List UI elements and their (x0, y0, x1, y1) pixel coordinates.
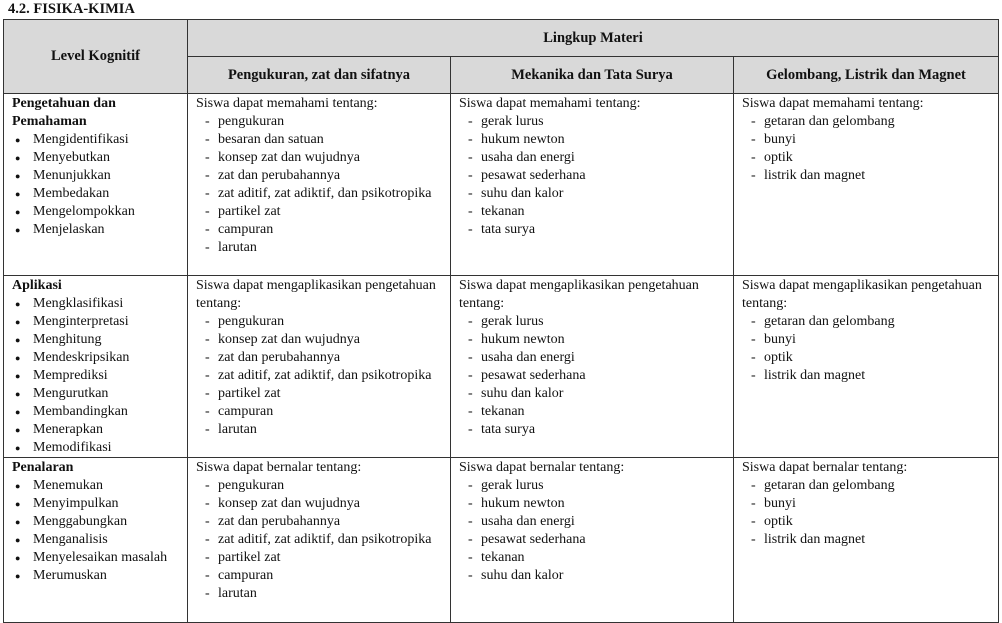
material-content (451, 276, 733, 439)
list-item: - campuran (196, 403, 444, 421)
verb-item: ● Membedakan (12, 185, 181, 203)
level-cell (4, 94, 188, 276)
material-content (451, 94, 733, 239)
list-item: - pengukuran (196, 113, 444, 131)
list-item: - zat dan perubahannya (196, 167, 444, 185)
list-item: - partikel zat (196, 549, 444, 567)
list-item: - gerak lurus (459, 313, 727, 331)
list-item: - campuran (196, 567, 444, 585)
material-content (188, 94, 450, 257)
list-item: - hukum newton (459, 331, 727, 349)
verb-item: ● Menemukan (12, 477, 181, 495)
list-item: - bunyi (742, 495, 992, 513)
material-list (196, 477, 444, 603)
verb-list (12, 131, 181, 239)
list-item: - zat dan perubahannya (196, 349, 444, 367)
table-row (4, 276, 999, 458)
list-item: - pengukuran (196, 477, 444, 495)
content-cell (734, 94, 999, 276)
list-item: - gerak lurus (459, 477, 727, 495)
material-content (734, 276, 998, 385)
level-content (4, 94, 187, 239)
table-row (4, 458, 999, 623)
list-item: - pesawat sederhana (459, 367, 727, 385)
verb-item: ● Menggabungkan (12, 513, 181, 531)
list-item: - suhu dan kalor (459, 567, 727, 585)
content-cell (734, 276, 999, 458)
material-list (742, 313, 992, 385)
list-item: - konsep zat dan wujudnya (196, 149, 444, 167)
level-title: Penalaran (12, 460, 74, 475)
content-cell (451, 276, 734, 458)
verb-item: ● Menyebutkan (12, 149, 181, 167)
material-intro: Siswa dapat bernalar tentang: (742, 460, 908, 475)
verb-item: ● Menyimpulkan (12, 495, 181, 513)
list-item: - pesawat sederhana (459, 167, 727, 185)
level-cell (4, 458, 188, 623)
table-row (4, 94, 999, 276)
verb-list (12, 477, 181, 585)
list-item: - hukum newton (459, 131, 727, 149)
verb-item: ● Memprediksi (12, 367, 181, 385)
list-item: - optik (742, 349, 992, 367)
material-intro: Siswa dapat memahami tentang: (196, 96, 378, 111)
list-item: - campuran (196, 221, 444, 239)
level-content (4, 276, 187, 457)
list-item: - hukum newton (459, 495, 727, 513)
verb-item: ● Membandingkan (12, 403, 181, 421)
verb-item: ● Mengurutkan (12, 385, 181, 403)
verb-item: ● Menyelesaikan masalah (12, 549, 181, 567)
verb-item: ● Menghitung (12, 331, 181, 349)
content-cell (188, 94, 451, 276)
list-item: - getaran dan gelombang (742, 313, 992, 331)
material-intro: Siswa dapat mengaplikasikan pengetahuan tentang: (742, 278, 982, 311)
list-item: - partikel zat (196, 385, 444, 403)
material-content (451, 458, 733, 585)
level-content (4, 458, 187, 585)
verb-item: ● Menganalisis (12, 531, 181, 549)
list-item: - suhu dan kalor (459, 185, 727, 203)
list-item: - besaran dan satuan (196, 131, 444, 149)
level-title: Pengetahuan dan Pemahaman (12, 96, 116, 129)
material-list (742, 477, 992, 549)
list-item: - gerak lurus (459, 113, 727, 131)
list-item: - pengukuran (196, 313, 444, 331)
section-title: 4.2. FISIKA-KIMIA (8, 1, 135, 17)
material-content (734, 458, 998, 549)
list-item: - larutan (196, 239, 444, 257)
list-item: - zat aditif, zat adiktif, dan psikotropika (196, 367, 444, 385)
list-item: - tata surya (459, 421, 727, 439)
verb-item: ● Menjelaskan (12, 221, 181, 239)
verb-item: ● Merumuskan (12, 567, 181, 585)
list-item: - listrik dan magnet (742, 531, 992, 549)
list-item: - konsep zat dan wujudnya (196, 495, 444, 513)
content-cell (188, 458, 451, 623)
material-content (188, 458, 450, 603)
material-content (734, 94, 998, 185)
level-title: Aplikasi (12, 278, 62, 293)
list-item: - optik (742, 149, 992, 167)
verb-item: ● Mendeskripsikan (12, 349, 181, 367)
list-item: - tekanan (459, 403, 727, 421)
content-cell (734, 458, 999, 623)
list-item: - getaran dan gelombang (742, 477, 992, 495)
list-item: - usaha dan energi (459, 513, 727, 531)
material-intro: Siswa dapat mengaplikasikan pengetahuan tentang: (196, 278, 436, 311)
header-lingkup-materi: Lingkup Materi (188, 20, 999, 57)
list-item: - zat aditif, zat adiktif, dan psikotropika (196, 531, 444, 549)
list-item: - zat aditif, zat adiktif, dan psikotropika (196, 185, 444, 203)
verb-item: ● Menunjukkan (12, 167, 181, 185)
list-item: - usaha dan energi (459, 149, 727, 167)
list-item: - larutan (196, 421, 444, 439)
header-col-pengukuran: Pengukuran, zat dan sifatnya (188, 57, 451, 94)
content-cell (451, 94, 734, 276)
header-col-gelombang: Gelombang, Listrik dan Magnet (734, 57, 999, 94)
list-item: - listrik dan magnet (742, 167, 992, 185)
material-intro: Siswa dapat memahami tentang: (742, 96, 924, 111)
level-cell (4, 276, 188, 458)
list-item: - bunyi (742, 331, 992, 349)
list-item: - pesawat sederhana (459, 531, 727, 549)
list-item: - suhu dan kalor (459, 385, 727, 403)
material-list (196, 113, 444, 257)
curriculum-table (3, 19, 999, 623)
material-intro: Siswa dapat memahami tentang: (459, 96, 641, 111)
list-item: - optik (742, 513, 992, 531)
header-level-kognitif: Level Kognitif (4, 20, 188, 94)
material-list (459, 313, 727, 439)
material-list (742, 113, 992, 185)
list-item: - tata surya (459, 221, 727, 239)
verb-item: ● Memodifikasi (12, 439, 181, 457)
content-cell (451, 458, 734, 623)
material-list (459, 477, 727, 585)
list-item: - larutan (196, 585, 444, 603)
list-item: - usaha dan energi (459, 349, 727, 367)
verb-item: ● Mengelompokkan (12, 203, 181, 221)
material-list (196, 313, 444, 439)
list-item: - zat dan perubahannya (196, 513, 444, 531)
header-row-1 (4, 20, 999, 57)
material-intro: Siswa dapat bernalar tentang: (196, 460, 362, 475)
verb-item: ● Menginterpretasi (12, 313, 181, 331)
list-item: - konsep zat dan wujudnya (196, 331, 444, 349)
header-col-mekanika: Mekanika dan Tata Surya (451, 57, 734, 94)
verb-item: ● Mengklasifikasi (12, 295, 181, 313)
list-item: - getaran dan gelombang (742, 113, 992, 131)
list-item: - bunyi (742, 131, 992, 149)
material-intro: Siswa dapat mengaplikasikan pengetahuan tentang: (459, 278, 699, 311)
verb-item: ● Menerapkan (12, 421, 181, 439)
content-cell (188, 276, 451, 458)
list-item: - tekanan (459, 549, 727, 567)
list-item: - listrik dan magnet (742, 367, 992, 385)
list-item: - partikel zat (196, 203, 444, 221)
material-content (188, 276, 450, 439)
material-list (459, 113, 727, 239)
verb-list (12, 295, 181, 457)
material-intro: Siswa dapat bernalar tentang: (459, 460, 625, 475)
list-item: - tekanan (459, 203, 727, 221)
verb-item: ● Mengidentifikasi (12, 131, 181, 149)
